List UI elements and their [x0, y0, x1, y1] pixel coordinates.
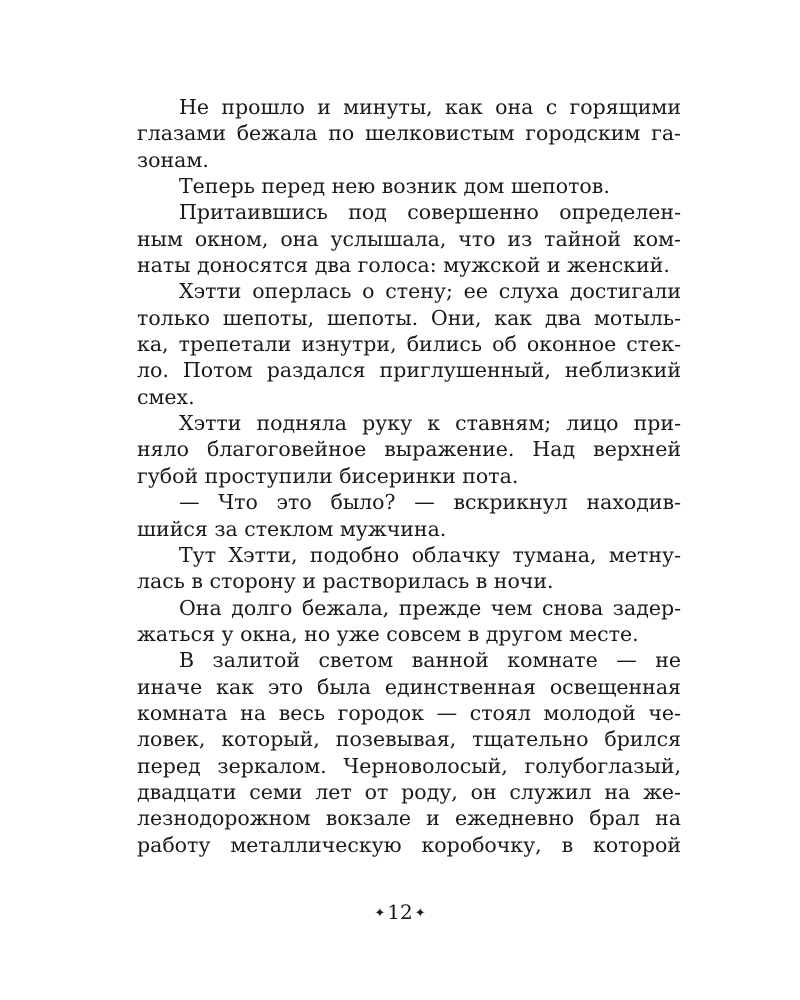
body-text: [137, 94, 681, 858]
text-line: перед зеркалом. Черноволосый, голубоглазый,: [137, 753, 681, 778]
text-line: Хэтти подняла руку к ставням; лицо при-: [179, 411, 681, 436]
text-line: смех.: [137, 384, 195, 409]
text-line: лезнодорожном вокзале и ежедневно брал на: [137, 806, 681, 831]
text-line: зонам.: [137, 147, 209, 172]
page-number-value: 12: [387, 900, 413, 924]
text-line: наты доносятся два голоса: мужской и женский.: [137, 253, 670, 278]
text-line: ло. Потом раздался приглушенный, неблизкий: [137, 358, 681, 383]
text-line: ловек, который, позевывая, тщательно брился: [137, 727, 681, 752]
text-line: глазами бежала по шелковистым городским га-: [137, 121, 681, 146]
text-line: Теперь перед нею возник дом шепотов.: [179, 174, 610, 199]
text-line: В залитой светом ванной комнате — не: [179, 648, 681, 673]
text-line: — Что это было? — вскрикнул находив-: [179, 490, 681, 515]
text-line: ка, трепетали изнутри, бились об оконное стек-: [137, 332, 681, 357]
page-number: [0, 898, 800, 928]
text-line: шийся за стеклом мужчина.: [137, 516, 447, 541]
text-line: Притаившись под совершенно определен-: [179, 200, 681, 225]
text-line: Она долго бежала, прежде чем снова задер-: [179, 595, 681, 620]
text-line: ным окном, она услышала, что из тайной ком-: [137, 226, 681, 251]
ornament-left-icon: ✦: [374, 906, 386, 921]
text-line: Тут Хэтти, подобно облачку тумана, метну-: [179, 542, 681, 567]
text-line: комната на весь городок — стоял молодой че-: [137, 700, 681, 725]
text-line: иначе как это была единственная освещенная: [137, 674, 681, 699]
text-line: работу металлическую коробочку, в которой: [137, 832, 681, 857]
text-line: жаться у окна, но уже совсем в другом месте.: [137, 621, 639, 646]
text-line: Хэтти оперлась о стену; ее слуха достигали: [179, 279, 681, 304]
text-line: Не прошло и минуты, как она с горящими: [179, 95, 681, 119]
text-line: только шепоты, шепоты. Они, как два мотыль-: [137, 305, 681, 330]
ornament-right-icon: ✦: [414, 906, 426, 921]
text-line: губой проступили бисеринки пота.: [137, 463, 519, 488]
text-line: лась в сторону и растворилась в ночи.: [137, 569, 554, 594]
text-line: няло благоговейное выражение. Над верхней: [137, 437, 681, 462]
text-line: двадцати семи лет от роду, он служил на же-: [137, 779, 681, 804]
